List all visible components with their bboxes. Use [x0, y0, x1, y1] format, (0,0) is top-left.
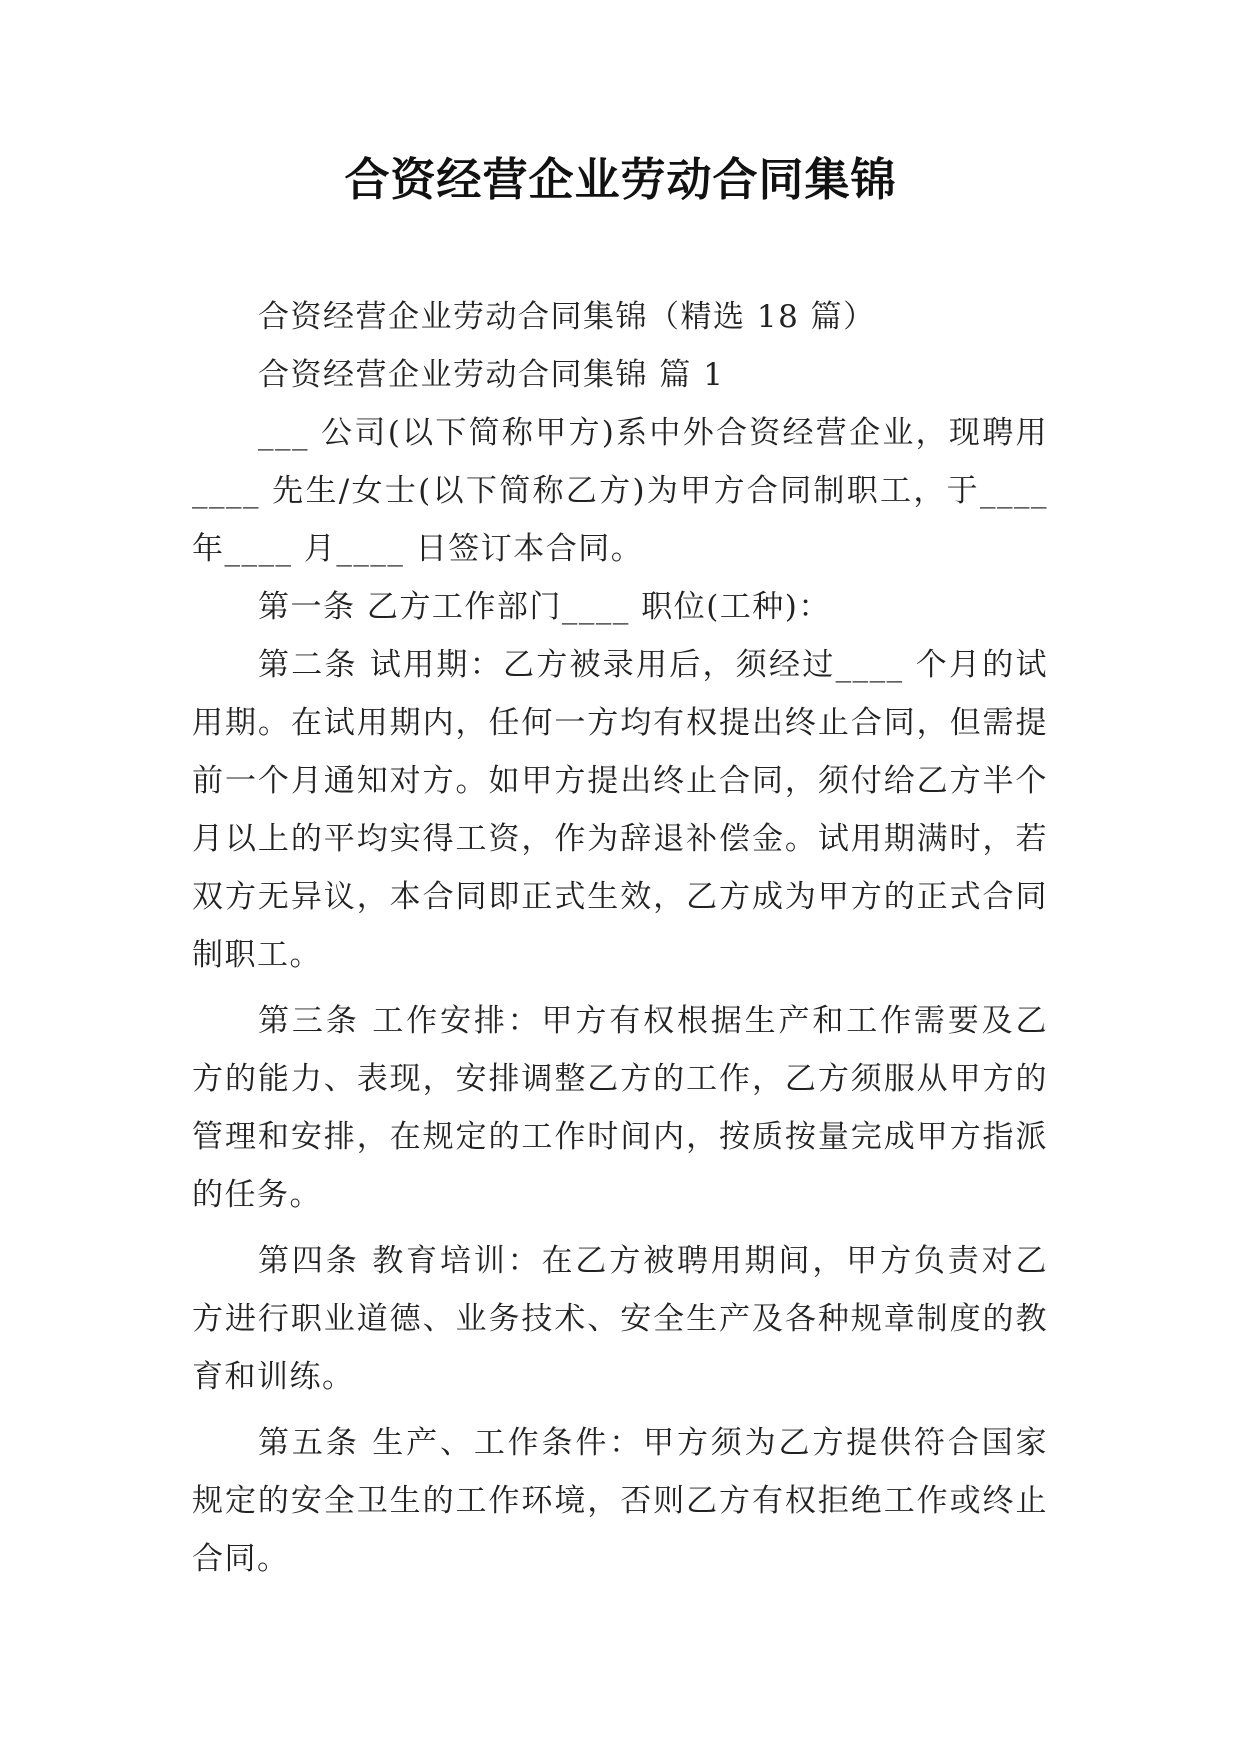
paragraph-article-5: 第五条 生产、工作条件：甲方须为乙方提供符合国家规定的安全卫生的工作环境，否则乙方有权拒绝工作或终止合同。 — [192, 1425, 1048, 1577]
paragraph-article-4: 第四条 教育培训：在乙方被聘用期间，甲方负责对乙方进行职业道德、业务技术、安全生产及各种规章制度的教育和训练。 — [192, 1243, 1048, 1395]
paragraph-article-3: 第三条 工作安排：甲方有权根据生产和工作需要及乙方的能力、表现，安排调整乙方的工作，乙方须服从甲方的管理和安排，在规定的工作时间内，按质按量完成甲方指派的任务。 — [192, 1003, 1048, 1213]
paragraph-subtitle: 合资经营企业劳动合同集锦（精选 18 篇） — [258, 299, 876, 335]
paragraph-article-2: 第二条 试用期：乙方被录用后，须经过____ 个月的试用期。在试用期内，任何一方均有权提出终止合同，但需提前一个月通知对方。如甲方提出终止合同，须付给乙方半个月以上的平均实得工资，作为辞退补偿金。试用期满时，若双方无异议，本合同即正式生效，乙方成为甲方的正式合同制职工。 — [192, 647, 1048, 973]
document-body — [192, 288, 1048, 1588]
paragraph-article-1: 第一条 乙方工作部门____ 职位(工种)： — [258, 589, 831, 625]
document-title: 合资经营企业劳动合同集锦 — [344, 153, 897, 206]
paragraph-section-heading: 合资经营企业劳动合同集锦 篇 1 — [258, 357, 725, 393]
paragraph-preamble: ___ 公司(以下简称甲方)系中外合资经营企业，现聘用____ 先生/女士(以下简称乙方)为甲方合同制职工，于____年____ 月____ 日签订本合同。 — [192, 415, 1048, 567]
